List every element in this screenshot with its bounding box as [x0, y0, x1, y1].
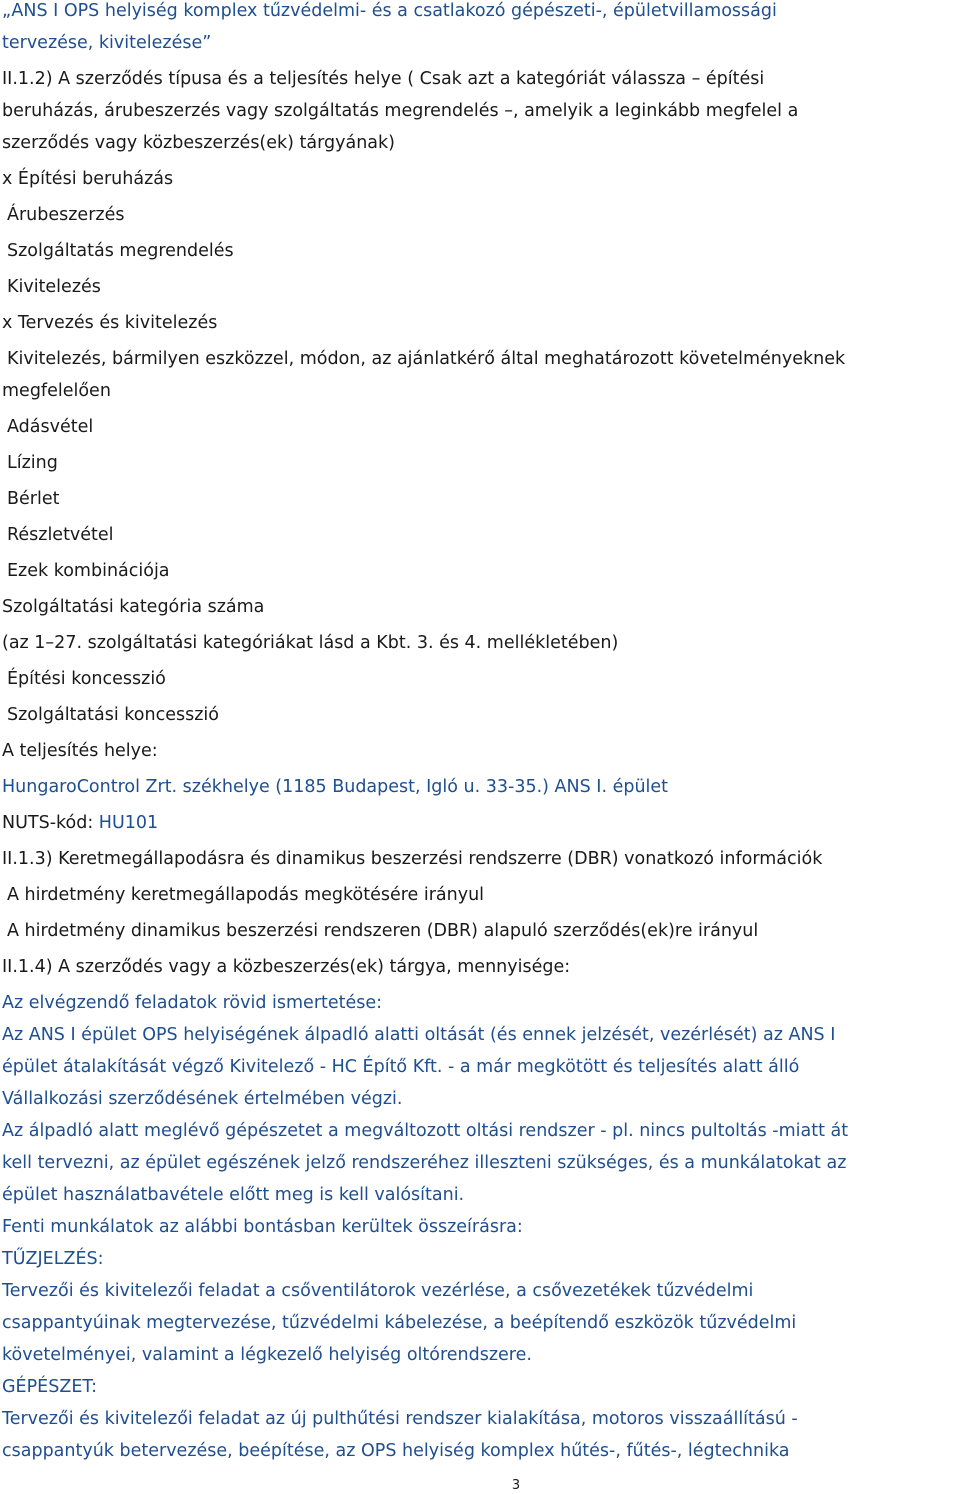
text-line: megfelelően — [2, 381, 111, 401]
option-item: Szolgáltatási koncesszió — [7, 705, 219, 725]
option-item: Adásvétel — [7, 417, 94, 437]
title-line: „ANS I OPS helyiség komplex tűzvédelmi- és a csatlakozó gépészeti-, épületvillamossági — [2, 1, 777, 21]
page-number: 3 — [511, 1478, 521, 1493]
text-line: szerződés vagy közbeszerzés(ek) tárgyának) — [2, 133, 395, 153]
section-heading: II.1.4) A szerződés vagy a közbeszerzés(ek) tárgya, mennyisége: — [2, 957, 571, 977]
description-line: kell tervezni, az épület egészének jelző rendszeréhez illeszteni szükséges, és a munkálatokat az — [2, 1153, 847, 1173]
checked-option: x Tervezés és kivitelezés — [2, 313, 218, 333]
subsection-heading: TŰZJELZÉS: — [2, 1249, 104, 1269]
option-item: Ezek kombinációja — [7, 561, 170, 581]
subsection-heading: GÉPÉSZET: — [2, 1377, 98, 1397]
description-line: csappantyúk betervezése, beépítése, az OPS helyiség komplex hűtés-, fűtés-, légtechnika — [2, 1441, 790, 1461]
option-item: Bérlet — [7, 489, 60, 509]
description-line: Fenti munkálatok az alábbi bontásban kerültek összeírásra: — [2, 1217, 523, 1237]
label-line: A teljesítés helye: — [2, 741, 158, 761]
text-line: beruházás, árubeszerzés vagy szolgáltatás megrendelés –, amelyik a leginkább megfelel a — [2, 101, 799, 121]
checked-option: x Építési beruházás — [2, 169, 174, 189]
title-line: tervezése, kivitelezése” — [2, 33, 212, 53]
option-item: A hirdetmény keretmegállapodás megkötésére irányul — [7, 885, 485, 905]
description-line: Vállalkozási szerződésének értelmében végzi. — [2, 1089, 403, 1109]
section-heading: II.1.3) Keretmegállapodásra és dinamikus beszerzési rendszerre (DBR) vonatkozó információk — [2, 849, 823, 869]
description-line: Tervezői és kivitelezői feladat az új pulthűtési rendszer kialakítása, motoros visszaállítású - — [2, 1409, 798, 1429]
option-item: A hirdetmény dinamikus beszerzési rendszeren (DBR) alapuló szerződés(ek)re irányul — [7, 921, 759, 941]
description-heading: Az elvégzendő feladatok rövid ismertetése: — [2, 993, 383, 1013]
description-line: épület használatbavétele előtt meg is kell valósítani. — [2, 1185, 465, 1205]
section-heading: II.1.2) A szerződés típusa és a teljesítés helye ( Csak azt a kategóriát válassza – építési — [2, 69, 765, 89]
description-line: követelményei, valamint a légkezelő helyiség oltórendszere. — [2, 1345, 532, 1365]
nuts-code-label: NUTS-kód: — [2, 813, 99, 833]
option-item: Építési koncesszió — [7, 669, 166, 689]
option-item: Szolgáltatás megrendelés — [7, 241, 234, 261]
option-item: Árubeszerzés — [7, 205, 125, 225]
text-line: (az 1–27. szolgáltatási kategóriákat lásd a Kbt. 3. és 4. mellékletében) — [2, 633, 619, 653]
nuts-code-line — [2, 812, 158, 834]
location-line: HungaroControl Zrt. székhelye (1185 Budapest, Igló u. 33-35.) ANS I. épület — [2, 777, 669, 797]
description-line: Az álpadló alatt meglévő gépészetet a megváltozott oltási rendszer - pl. nincs pultoltás -miatt át — [2, 1121, 849, 1141]
description-line: Az ANS I épület OPS helyiségének álpadló alatti oltását (és ennek jelzését, vezérlését) az ANS I — [2, 1025, 836, 1045]
text-line: Szolgáltatási kategória száma — [2, 597, 265, 617]
nuts-code-value: HU101 — [98, 813, 159, 833]
description-line: Tervezői és kivitelezői feladat a csőventilátorok vezérlése, a csővezetékek tűzvédelmi — [2, 1281, 754, 1301]
description-line: épület átalakítását végző Kivitelező - HC Építő Kft. - a már megkötött és teljesítés alatt álló — [2, 1057, 800, 1077]
option-item: Lízing — [7, 453, 58, 473]
option-item: Részletvétel — [7, 525, 114, 545]
option-item: Kivitelezés — [7, 277, 101, 297]
description-line: csappantyúinak megtervezése, tűzvédelmi kábelezése, a beépítendő eszközök tűzvédelmi — [2, 1313, 797, 1333]
option-item: Kivitelezés, bármilyen eszközzel, módon, az ajánlatkérő által meghatározott követelményeknek — [7, 349, 846, 369]
